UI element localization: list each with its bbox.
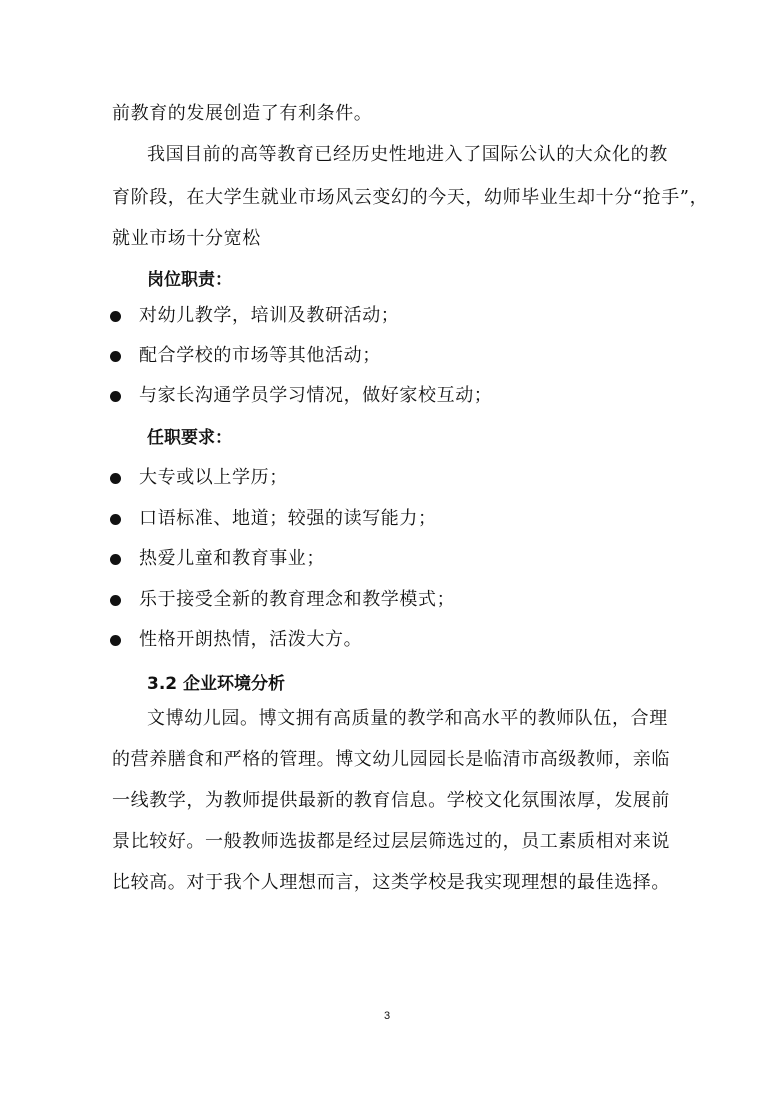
bullet-icon [110,635,121,646]
page-number: 3 [383,1010,391,1022]
list-item-text: 配合学校的市场等其他活动； [139,345,381,366]
market-paragraph-line-2: 育阶段，在大学生就业市场风云变幻的今天，幼师毕业生却十分“抢手”， [112,187,709,208]
list-item-text: 热爱儿童和教育事业； [139,548,325,569]
market-paragraph-line-1: 我国目前的高等教育已经历史性地进入了国际公认的大众化的教 [147,144,668,165]
bullet-icon [110,554,121,565]
requirements-list-item [110,547,325,571]
duties-list-item [110,384,492,408]
list-item-text: 与家长沟通学员学习情况，做好家校互动； [139,385,493,406]
list-item-text: 对幼儿教学，培训及教研活动； [139,305,400,326]
section-paragraph-line: 一线教学，为教师提供最新的教育信息。学校文化氛围浓厚，发展前 [112,790,670,811]
list-item-text: 大专或以上学历； [139,467,288,488]
intro-line: 前教育的发展创造了有利条件。 [112,103,373,124]
list-item-text: 性格开朗热情，活泼大方。 [139,629,363,650]
bullet-icon [110,473,121,484]
section-heading: 3.2 企业环境分析 [147,674,286,694]
section-paragraph-line: 景比较好。一般教师选拔都是经过层层筛选过的，员工素质相对来说 [112,831,670,852]
duties-list-item [110,344,381,368]
requirements-list-item [110,588,455,612]
section-paragraph-line: 文博幼儿园。博文拥有高质量的教学和高水平的教师队伍，合理 [147,708,668,729]
section-paragraph-line: 的营养膳食和严格的管理。博文幼儿园园长是临清市高级教师，亲临 [112,749,670,770]
section-paragraph-line: 比较高。对于我个人理想而言，这类学校是我实现理想的最佳选择。 [112,872,670,893]
bullet-icon [110,391,121,402]
bullet-icon [110,311,121,322]
bullet-icon [110,595,121,606]
duties-list-item [110,304,399,328]
bullet-icon [110,514,121,525]
requirements-list-item [110,628,362,652]
requirements-list-item [110,466,288,490]
duties-heading: 岗位职责： [147,270,232,290]
list-item-text: 口语标准、地道；较强的读写能力； [139,508,437,529]
requirements-heading: 任职要求： [147,428,232,448]
market-paragraph-line-3: 就业市场十分宽松 [112,228,261,249]
list-item-text: 乐于接受全新的教育理念和教学模式； [139,589,456,610]
bullet-icon [110,351,121,362]
requirements-list-item [110,507,437,531]
